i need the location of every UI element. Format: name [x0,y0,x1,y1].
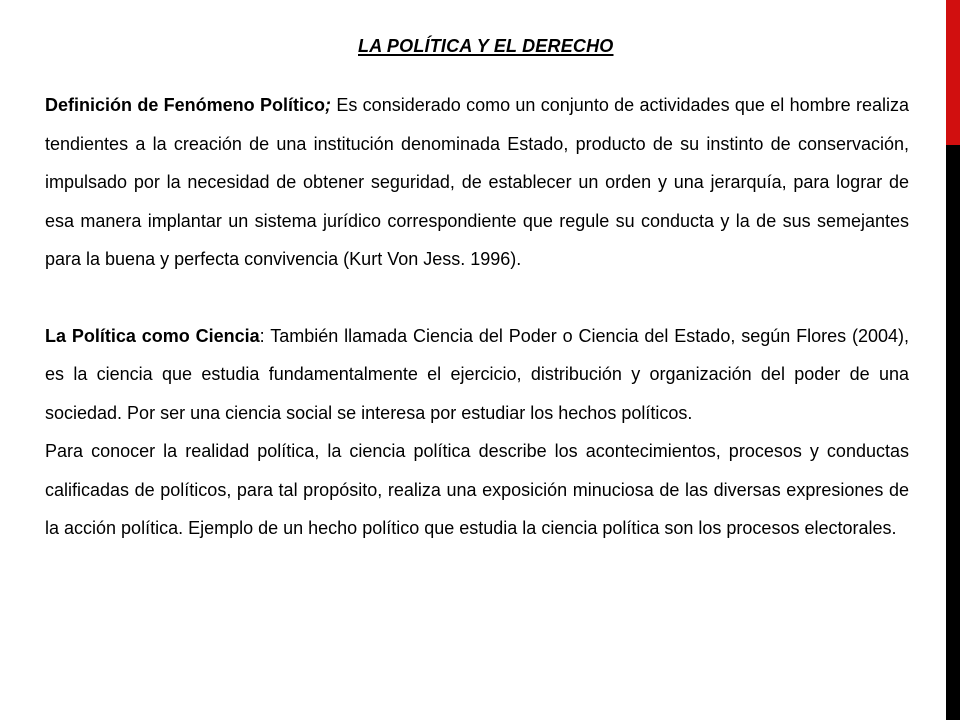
term-separator: : [259,325,265,346]
paragraph-text: También llamada Ciencia del Poder o Ciencia del Estado, según Flores (2004), es la ciencia que estudia fundamentalmente el ejercicio, distribución y organización del poder de una sociedad. Por ser una ciencia social se interesa por estudiar los hechos políticos. [45,325,909,423]
paragraph-text: Para conocer la realidad política, la ciencia política describe los acontecimientos, procesos y conductas calificadas de políticos, para tal propósito, realiza una exposición minuciosa de las diversas expresiones de la acción política. Ejemplo de un hecho político que estudia la ciencia política son los procesos electorales. [45,441,909,538]
paragraph-spacer [45,279,909,317]
slide-title: LA POLÍTICA Y EL DERECHO [358,36,614,56]
paragraph-political-reality [45,432,909,548]
slide-body [45,86,909,548]
term-political-phenomenon: Definición de Fenómeno Político [45,95,326,115]
term-politics-as-science: La Política como Ciencia [45,325,260,346]
side-accent-bar [946,0,960,720]
term-separator: ; [325,95,332,115]
side-accent-bar-red [946,0,960,145]
paragraph-text: Es considerado como un conjunto de actividades que el hombre realiza tendientes a la creación de una institución denominada Estado, producto de su instinto de conservación, impulsado por la necesidad de obtener seguridad, de establecer un orden y una jerarquía, para lograr de esa manera implantar un sistema jurídico correspondiente que regule su conducta y la de sus semejantes para la buena y perfecta convivencia (Kurt Von Jess. 1996). [45,95,909,269]
side-accent-bar-black [946,145,960,720]
paragraph-political-phenomenon [45,86,909,279]
paragraph-politics-as-science [45,317,909,433]
